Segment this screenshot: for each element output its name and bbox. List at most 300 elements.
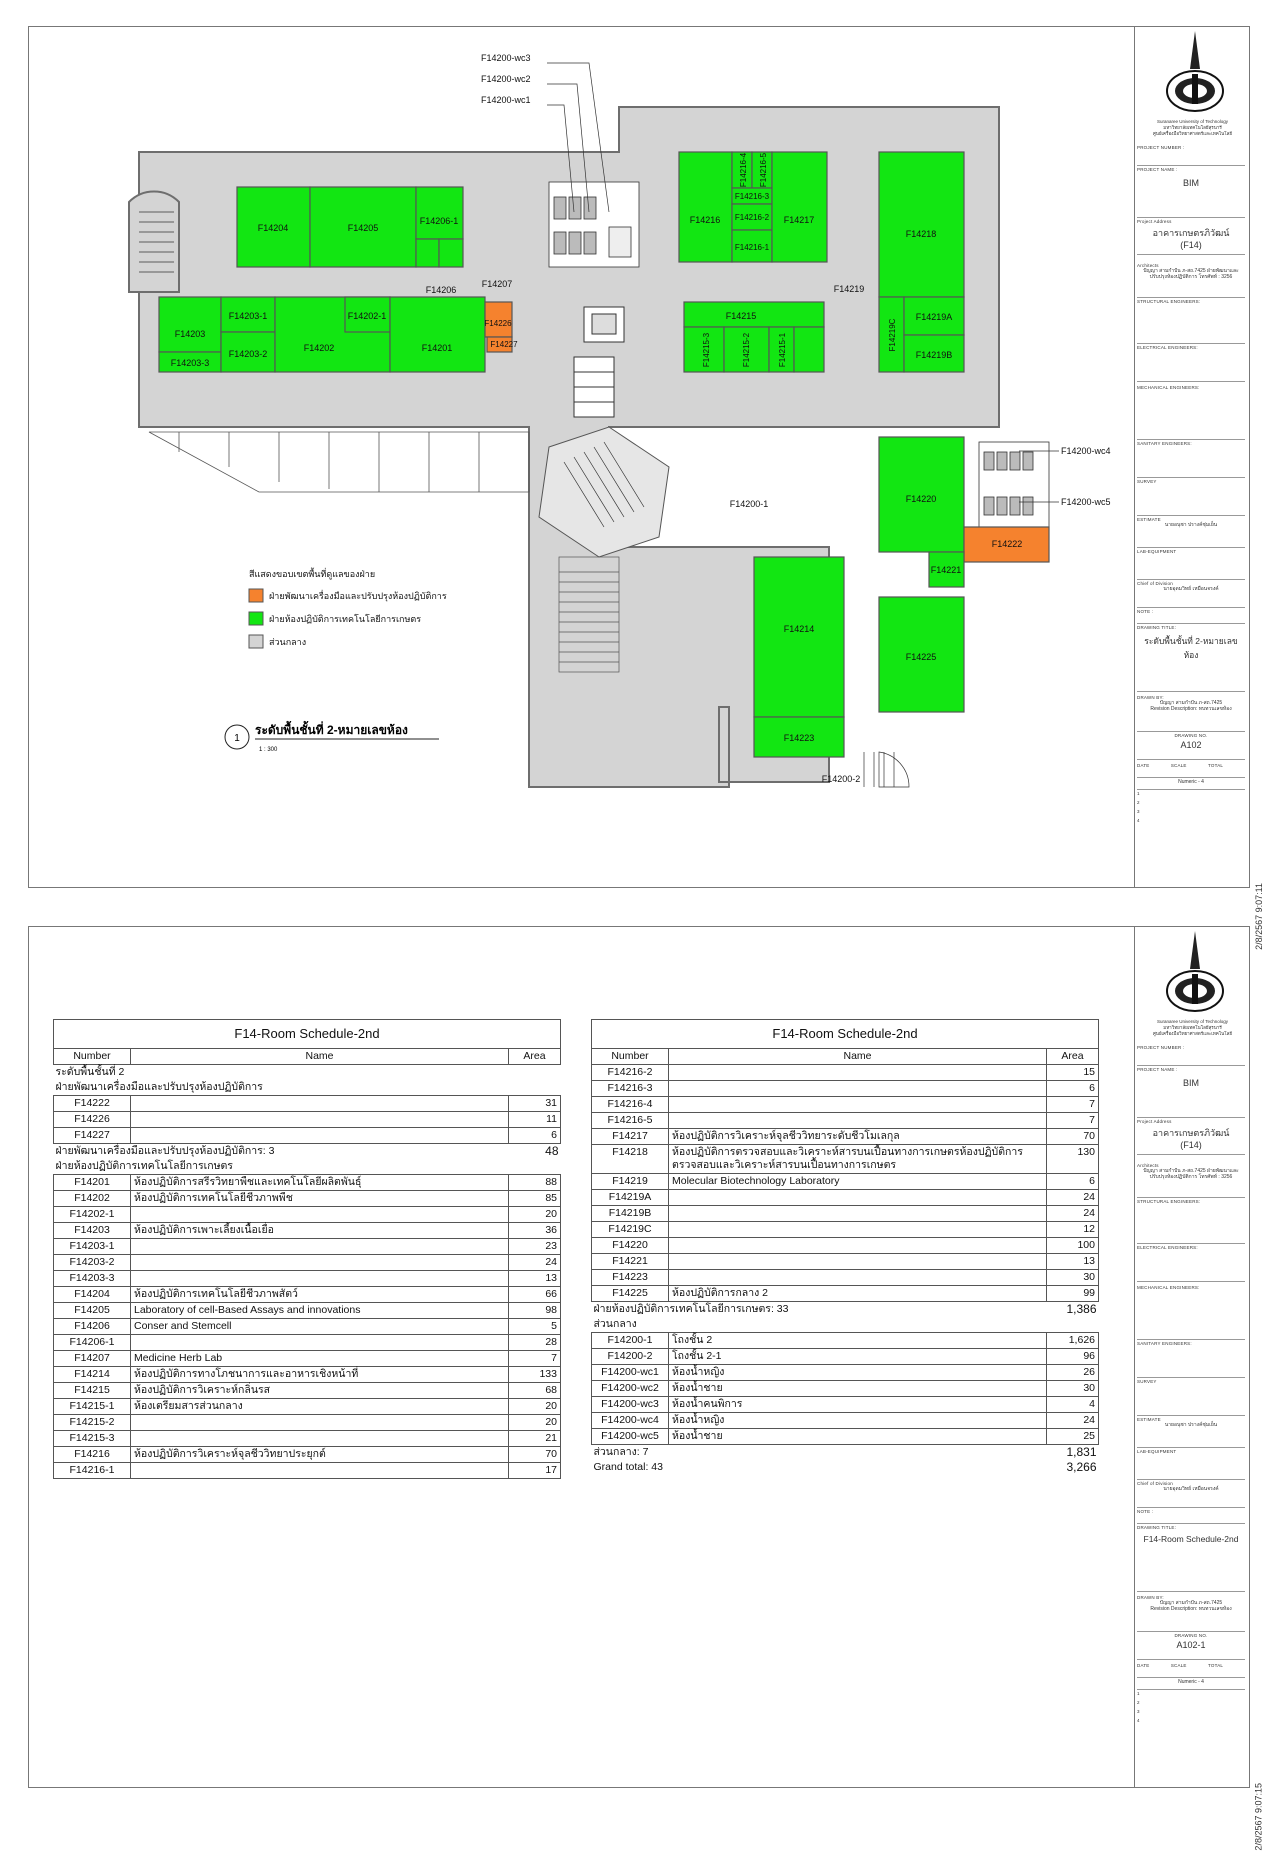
room-number: F14202 (54, 1191, 131, 1207)
header-name: Name (131, 1049, 509, 1065)
room-number: F14214 (54, 1367, 131, 1383)
room-name (131, 1096, 509, 1112)
university-logo (1160, 29, 1230, 119)
room-area: 30 (1047, 1270, 1099, 1286)
room-area: 99 (1047, 1286, 1099, 1302)
room-area: 96 (1047, 1349, 1099, 1365)
room-area: 20 (509, 1415, 561, 1431)
label-f14221: F14221 (930, 565, 962, 575)
table-row (592, 1397, 1099, 1413)
table-row (54, 1319, 561, 1335)
table-row (54, 1191, 561, 1207)
label-f14216-3: F14216-3 (734, 192, 770, 201)
architects: Architects ปัญญา สามกำปัน ภ-สถ.7425 ฝ่ายพัฒนาและปรับปรุงห้องปฏิบัติการ โทรศัพท์ : 3256 (1137, 263, 1245, 298)
room-f14214 (754, 557, 844, 717)
room-area: 133 (509, 1367, 561, 1383)
label-f14226: F14226 (484, 319, 512, 328)
lab-equipment: LAB-EQUIPMENT (1137, 549, 1245, 580)
label-f14203-3: F14203-3 (170, 358, 210, 368)
table-row (54, 1383, 561, 1399)
estimate: ESTIMATE นายอนุชา ปรางค์ชุ่มเย็น (1137, 517, 1245, 548)
room-name: ห้องน้ำชาย (669, 1381, 1047, 1397)
header-area: Area (509, 1049, 561, 1065)
room-f14218 (879, 152, 964, 297)
room-area: 24 (1047, 1190, 1099, 1206)
room-name: ห้องปฏิบัติการเทคโนโลยีชีวภาพพืช (131, 1191, 509, 1207)
numeric: Numeric - 4 (1137, 1679, 1245, 1690)
room-number: F14200-wc2 (592, 1381, 669, 1397)
room-number: F14200-1 (592, 1333, 669, 1349)
label-f14216-1: F14216-1 (734, 243, 770, 252)
subtotal-label: ส่วนกลาง: 7 (593, 1446, 649, 1458)
room-name: ห้องปฏิบัติการเพาะเลี้ยงเนื้อเยื่อ (131, 1223, 509, 1239)
revision-row-3: 3 (1137, 1709, 1140, 1714)
room-name (669, 1222, 1047, 1238)
revision-row-2: 2 (1137, 800, 1140, 805)
room-area: 70 (1047, 1129, 1099, 1145)
table-row (592, 1365, 1099, 1381)
title-block (1134, 927, 1264, 1851)
room-area: 12 (1047, 1222, 1099, 1238)
subtotal-row (592, 1445, 1099, 1461)
label-f14202-1: F14202-1 (347, 311, 387, 321)
label-f14205: F14205 (347, 223, 379, 233)
label-f14200-1: F14200-1 (729, 499, 769, 509)
room-name: ห้องน้ำชาย (669, 1429, 1047, 1445)
room-number: F14216 (54, 1447, 131, 1463)
table-row (592, 1065, 1099, 1081)
note: NOTE : (1137, 1509, 1245, 1524)
room-name: ห้องน้ำหญิง (669, 1413, 1047, 1429)
table-row (592, 1286, 1099, 1302)
room-f14215-x (794, 327, 824, 372)
room-name: ห้องเตรียมสารส่วนกลาง (131, 1399, 509, 1415)
label-f14220: F14220 (905, 494, 937, 504)
room-name (669, 1097, 1047, 1113)
label-wc4: F14200-wc4 (1061, 446, 1111, 456)
project-number: PROJECT NUMBER : (1137, 145, 1245, 166)
schedule-title: F14-Room Schedule-2nd (592, 1020, 1099, 1049)
header-number: Number (592, 1049, 669, 1065)
table-row (54, 1287, 561, 1303)
room-number: F14201 (54, 1175, 131, 1191)
table-row (592, 1190, 1099, 1206)
table-row (54, 1463, 561, 1479)
room-area: 6 (1047, 1081, 1099, 1097)
room-area: 24 (1047, 1413, 1099, 1429)
room-number: F14215-2 (54, 1415, 131, 1431)
project-name: PROJECT NAME : BIM (1137, 1067, 1245, 1118)
room-area: 1,626 (1047, 1333, 1099, 1349)
drawing-title: DRAWING TITLE: ระดับพื้นชั้นที่ 2-หมายเลขห้อง (1137, 625, 1245, 692)
subtotal-row (592, 1460, 1099, 1475)
room-area: 98 (509, 1303, 561, 1319)
room-area: 30 (1047, 1381, 1099, 1397)
header-name: Name (669, 1049, 1047, 1065)
table-row (54, 1431, 561, 1447)
table-row (54, 1175, 561, 1191)
lab-equipment: LAB-EQUIPMENT (1137, 1449, 1245, 1480)
label-f14207: F14207 (481, 279, 513, 289)
label-f14215-3: F14215-3 (702, 332, 711, 368)
label-wc3: F14200-wc3 (481, 53, 531, 63)
room-schedule-right (591, 1019, 1099, 1475)
revision-row-4: 4 (1137, 818, 1140, 823)
room-name: โถงชั้น 2 (669, 1333, 1047, 1349)
room-number: F14205 (54, 1303, 131, 1319)
room-area: 7 (1047, 1113, 1099, 1129)
room-number: F14200-wc4 (592, 1413, 669, 1429)
group-header (592, 1317, 1099, 1333)
label-f14203: F14203 (174, 329, 206, 339)
room-name (669, 1190, 1047, 1206)
schedule-title: F14-Room Schedule-2nd (54, 1020, 561, 1049)
label-f14206-1: F14206-1 (419, 216, 459, 226)
table-row (54, 1415, 561, 1431)
subtotal-label: Grand total: 43 (593, 1461, 663, 1473)
room-area: 20 (509, 1207, 561, 1223)
room-area: 6 (1047, 1174, 1099, 1190)
group-label: ส่วนกลาง (593, 1318, 637, 1330)
room-name (131, 1239, 509, 1255)
room-name (669, 1081, 1047, 1097)
revision-row-2: 2 (1137, 1700, 1140, 1705)
label-f14216-5: F14216-5 (759, 152, 768, 188)
floor-plan-sheet (28, 26, 1264, 950)
table-row (54, 1096, 561, 1112)
room-number: F14216-1 (54, 1463, 131, 1479)
room-area: 7 (1047, 1097, 1099, 1113)
project-name: PROJECT NAME : BIM (1137, 167, 1245, 218)
view-number: 1 (234, 733, 240, 744)
room-number: F14219A (592, 1190, 669, 1206)
room-f14207 (439, 239, 463, 267)
room-area: 21 (509, 1431, 561, 1447)
subtotal-area: 3,266 (1066, 1460, 1097, 1474)
room-name: Medicine Herb Lab (131, 1351, 509, 1367)
room-number: F14215-1 (54, 1399, 131, 1415)
schedule-sheet (28, 926, 1264, 1851)
label-f14202: F14202 (303, 343, 335, 353)
chief-of-division: Chief of Division นายอุดมวิทย์ เหมือนจรงค์ (1137, 581, 1245, 608)
room-area: 4 (1047, 1397, 1099, 1413)
revision-row-1: 1 (1137, 1691, 1140, 1696)
legend (249, 567, 447, 648)
label-f14223: F14223 (783, 733, 815, 743)
survey: SURVEY (1137, 479, 1245, 516)
group-label: ฝ่ายห้องปฏิบัติการเทคโนโลยีการเกษตร (55, 1160, 233, 1172)
room-f14217 (772, 152, 827, 262)
room-name: ห้องปฏิบัติการทางโภชนาการและอาหารเชิงหน้าที่ (131, 1367, 509, 1383)
room-area: 20 (509, 1399, 561, 1415)
title-block (1134, 27, 1264, 950)
room-number: F14225 (592, 1286, 669, 1302)
drawn-by: DRAWN BY: ปัญญา สามกำปัน ภ-สถ.7425 Revision Description: ทบทวนเลขห้อง (1137, 695, 1245, 732)
header-number: Number (54, 1049, 131, 1065)
room-schedule-left (53, 1019, 561, 1479)
label-f14219b: F14219B (915, 350, 953, 360)
project-address: Project Address อาคารเกษตรภิวัฒน์ (F14) (1137, 219, 1245, 255)
room-name: Conser and Stemcell (131, 1319, 509, 1335)
room-name: ห้องปฏิบัติการวิเคราะห์กลิ่นรส (131, 1383, 509, 1399)
drawn-by: DRAWN BY: ปัญญา สามกำปัน ภ-สถ.7425 Revision Description: ทบทวนเลขห้อง (1137, 1595, 1245, 1632)
label-f14216-4: F14216-4 (739, 152, 748, 188)
label-f14214: F14214 (783, 624, 815, 634)
table-row (54, 1271, 561, 1287)
room-name: โถงชั้น 2-1 (669, 1349, 1047, 1365)
label-f14215-1: F14215-1 (778, 332, 787, 368)
label-wc5: F14200-wc5 (1061, 497, 1111, 507)
room-name: Molecular Biotechnology Laboratory (669, 1174, 1047, 1190)
room-name: ห้องน้ำหญิง (669, 1365, 1047, 1381)
label-f14218: F14218 (905, 229, 937, 239)
legend-item-2: ฝ่ายห้องปฏิบัติการเทคโนโลยีการเกษตร (269, 614, 422, 624)
room-name (669, 1270, 1047, 1286)
room-number: F14221 (592, 1254, 669, 1270)
room-area: 100 (1047, 1238, 1099, 1254)
floor-plan (29, 27, 1134, 887)
room-name (669, 1113, 1047, 1129)
room-number: F14203 (54, 1223, 131, 1239)
legend-swatch-green (249, 612, 263, 625)
label-f14227: F14227 (490, 340, 518, 349)
room-name (131, 1271, 509, 1287)
table-row (592, 1145, 1099, 1174)
room-area: 26 (1047, 1365, 1099, 1381)
room-number: F14206 (54, 1319, 131, 1335)
label-f14206: F14206 (425, 285, 457, 295)
room-f14216 (679, 152, 732, 262)
room-number: F14219B (592, 1206, 669, 1222)
numeric: Numeric - 4 (1137, 779, 1245, 790)
subtotal-label: ฝ่ายห้องปฏิบัติการเทคโนโลยีการเกษตร: 33 (593, 1303, 789, 1315)
mechanical-engineers: MECHANICAL ENGINEERS: (1137, 385, 1245, 440)
room-name (669, 1238, 1047, 1254)
chief-of-division: Chief of Division นายอุดมวิทย์ เหมือนจรงค์ (1137, 1481, 1245, 1508)
structural-engineers: STRUCTURAL ENGINEERS: (1137, 299, 1245, 344)
room-name (131, 1415, 509, 1431)
room-area: 13 (509, 1271, 561, 1287)
room-area: 24 (1047, 1206, 1099, 1222)
room-name (131, 1255, 509, 1271)
table-row (592, 1174, 1099, 1190)
legend-item-1: ฝ่ายพัฒนาเครื่องมือและปรับปรุงห้องปฏิบัติการ (269, 591, 447, 601)
room-name: ห้องปฏิบัติการกลาง 2 (669, 1286, 1047, 1302)
room-name (131, 1431, 509, 1447)
sanitary-engineers: SANITARY ENGINEERS: (1137, 1341, 1245, 1378)
room-name (131, 1112, 509, 1128)
sanitary-engineers: SANITARY ENGINEERS: (1137, 441, 1245, 478)
label-f14203-1: F14203-1 (228, 311, 268, 321)
group-label: ฝ่ายพัฒนาเครื่องมือและปรับปรุงห้องปฏิบัติการ (55, 1081, 263, 1093)
room-area: 85 (509, 1191, 561, 1207)
room-name: Laboratory of cell-Based Assays and innovations (131, 1303, 509, 1319)
table-row (592, 1129, 1099, 1145)
table-row (592, 1113, 1099, 1129)
label-f14225: F14225 (905, 652, 937, 662)
revision-row-4: 4 (1137, 1718, 1140, 1723)
project-address: Project Address อาคารเกษตรภิวัฒน์ (F14) (1137, 1119, 1245, 1155)
table-row (592, 1333, 1099, 1349)
table-row (54, 1351, 561, 1367)
date-scale-total: DATE SCALE TOTAL (1137, 1663, 1245, 1678)
project-number: PROJECT NUMBER : (1137, 1045, 1245, 1066)
room-name: ห้องปฏิบัติการตรวจสอบและวิเคราะห์สารบนเปื้อนทางการเกษตรห้องปฏิบัติการตรวจสอบและวิเคราะห์สารบนเปื้อนทางการเกษตร (669, 1145, 1047, 1174)
university-name: Suranaree University of Technology มหาวิทยาลัยเทคโนโลยีสุรนารี ศูนย์เครื่องมือวิทยาศาสตร์และเทคโนโลยี (1152, 1019, 1233, 1036)
room-area: 17 (509, 1463, 561, 1479)
table-row (592, 1254, 1099, 1270)
table-row (54, 1255, 561, 1271)
room-area: 66 (509, 1287, 561, 1303)
subtotal-row (54, 1144, 561, 1160)
room-number: F14203-1 (54, 1239, 131, 1255)
table-row (592, 1349, 1099, 1365)
table-row (592, 1081, 1099, 1097)
room-number: F14220 (592, 1238, 669, 1254)
room-area: 25 (1047, 1429, 1099, 1445)
table-row (54, 1335, 561, 1351)
label-f14215-2: F14215-2 (742, 332, 751, 368)
room-area: 88 (509, 1175, 561, 1191)
room-f14203 (159, 297, 221, 352)
table-row (592, 1381, 1099, 1397)
label-f14204: F14204 (257, 223, 289, 233)
structural-engineers: STRUCTURAL ENGINEERS: (1137, 1199, 1245, 1244)
table-row (54, 1207, 561, 1223)
subtotal-area: 1,831 (1066, 1445, 1097, 1459)
room-area: 70 (509, 1447, 561, 1463)
label-f14219a: F14219A (915, 312, 953, 322)
room-f14206 (416, 239, 439, 267)
wc-block-north (549, 182, 639, 267)
group-header (54, 1159, 561, 1175)
view-scale: 1 : 300 (259, 747, 278, 753)
room-number: F14217 (592, 1129, 669, 1145)
header-area: Area (1047, 1049, 1099, 1065)
room-f14206-1 (416, 187, 463, 239)
room-number: F14226 (54, 1112, 131, 1128)
electrical-engineers: ELECTRICAL ENGINEERS: (1137, 345, 1245, 382)
room-area: 28 (509, 1335, 561, 1351)
label-f14200-2: F14200-2 (821, 774, 861, 784)
table-row (54, 1399, 561, 1415)
room-number: F14200-wc5 (592, 1429, 669, 1445)
room-number: F14218 (592, 1145, 669, 1174)
room-area: 23 (509, 1239, 561, 1255)
subtotal-row (592, 1302, 1099, 1318)
label-f14216-2: F14216-2 (734, 213, 770, 222)
room-number: F14216-2 (592, 1065, 669, 1081)
room-name (131, 1463, 509, 1479)
table-row (592, 1413, 1099, 1429)
drawing-number: DRAWING NO. A102-1 (1137, 1633, 1245, 1660)
table-row (54, 1112, 561, 1128)
stair-south-east (864, 752, 909, 787)
table-row (592, 1429, 1099, 1445)
room-area: 68 (509, 1383, 561, 1399)
room-number: F14219C (592, 1222, 669, 1238)
group-label: ระดับพื้นชั้นที่ 2 (55, 1066, 125, 1078)
label-f14215: F14215 (725, 311, 757, 321)
estimate: ESTIMATE นายอนุชา ปรางค์ชุ่มเย็น (1137, 1417, 1245, 1448)
room-area: 6 (509, 1128, 561, 1144)
drawing-number: DRAWING NO. A102 (1137, 733, 1245, 760)
room-number: F14219 (592, 1174, 669, 1190)
print-timestamp: 2/8/2567 9:07:11 (1254, 883, 1264, 950)
group-header (54, 1080, 561, 1096)
table-row (54, 1367, 561, 1383)
room-area: 11 (509, 1112, 561, 1128)
room-area: 130 (1047, 1145, 1099, 1174)
table-row (592, 1270, 1099, 1286)
room-name (669, 1065, 1047, 1081)
electrical-engineers: ELECTRICAL ENGINEERS: (1137, 1245, 1245, 1282)
room-number: F14203-2 (54, 1255, 131, 1271)
label-f14203-2: F14203-2 (228, 349, 268, 359)
room-number: F14204 (54, 1287, 131, 1303)
room-number: F14216-5 (592, 1113, 669, 1129)
label-wc2: F14200-wc2 (481, 74, 531, 84)
room-number: F14200-wc3 (592, 1397, 669, 1413)
room-number: F14200-wc1 (592, 1365, 669, 1381)
architects: Architects ปัญญา สามกำปัน ภ-สถ.7425 ฝ่ายพัฒนาและปรับปรุงห้องปฏิบัติการ โทรศัพท์ : 3256 (1137, 1163, 1245, 1198)
legend-swatch-grey (249, 635, 263, 648)
room-number: F14215 (54, 1383, 131, 1399)
university-logo (1160, 929, 1230, 1019)
table-row (592, 1206, 1099, 1222)
survey: SURVEY (1137, 1379, 1245, 1416)
room-number: F14200-2 (592, 1349, 669, 1365)
canopy-outline (149, 432, 529, 492)
room-area: 7 (509, 1351, 561, 1367)
room-number: F14206-1 (54, 1335, 131, 1351)
university-name: Suranaree University of Technology มหาวิทยาลัยเทคโนโลยีสุรนารี ศูนย์เครื่องมือวิทยาศาสตร์และเทคโนโลยี (1152, 119, 1233, 136)
room-name: ห้องน้ำคนพิการ (669, 1397, 1047, 1413)
label-f14217: F14217 (783, 215, 815, 225)
table-row (54, 1303, 561, 1319)
room-number: F14202-1 (54, 1207, 131, 1223)
room-area: 5 (509, 1319, 561, 1335)
room-area: 36 (509, 1223, 561, 1239)
print-timestamp: 2/8/2567 9:07:15 (1254, 1783, 1264, 1851)
room-number: F14207 (54, 1351, 131, 1367)
room-name: ห้องปฏิบัติการสรีรวิทยาพืชและเทคโนโลยีผลิตพันธุ์ (131, 1175, 509, 1191)
subtotal-area: 1,386 (1066, 1302, 1097, 1316)
room-name: ห้องปฏิบัติการวิเคราะห์จุลชีววิทยาประยุกต์ (131, 1447, 509, 1463)
view-title-text: ระดับพื้นชั้นที่ 2-หมายเลขห้อง (255, 723, 408, 737)
drawing-title: DRAWING TITLE: F14-Room Schedule-2nd (1137, 1525, 1245, 1592)
date-scale-total: DATE SCALE TOTAL (1137, 763, 1245, 778)
mechanical-engineers: MECHANICAL ENGINEERS: (1137, 1285, 1245, 1340)
note: NOTE : (1137, 609, 1245, 624)
table-row (54, 1447, 561, 1463)
room-number: F14215-3 (54, 1431, 131, 1447)
subtotal-label: ฝ่ายพัฒนาเครื่องมือและปรับปรุงห้องปฏิบัติการ: 3 (55, 1145, 275, 1157)
room-name (669, 1254, 1047, 1270)
label-f14219: F14219 (833, 284, 865, 294)
room-name: ห้องปฏิบัติการวิเคราะห์จุลชีววิทยาระดับชีวโมเลกุล (669, 1129, 1047, 1145)
revision-row-1: 1 (1137, 791, 1140, 796)
wc-block-east (979, 442, 1049, 527)
table-row (592, 1222, 1099, 1238)
legend-item-3: ส่วนกลาง (269, 637, 307, 647)
label-f14216: F14216 (689, 215, 721, 225)
table-row (592, 1238, 1099, 1254)
revision-row-3: 3 (1137, 809, 1140, 814)
room-f14201 (390, 297, 485, 372)
table-row (54, 1128, 561, 1144)
label-f14222: F14222 (991, 539, 1023, 549)
